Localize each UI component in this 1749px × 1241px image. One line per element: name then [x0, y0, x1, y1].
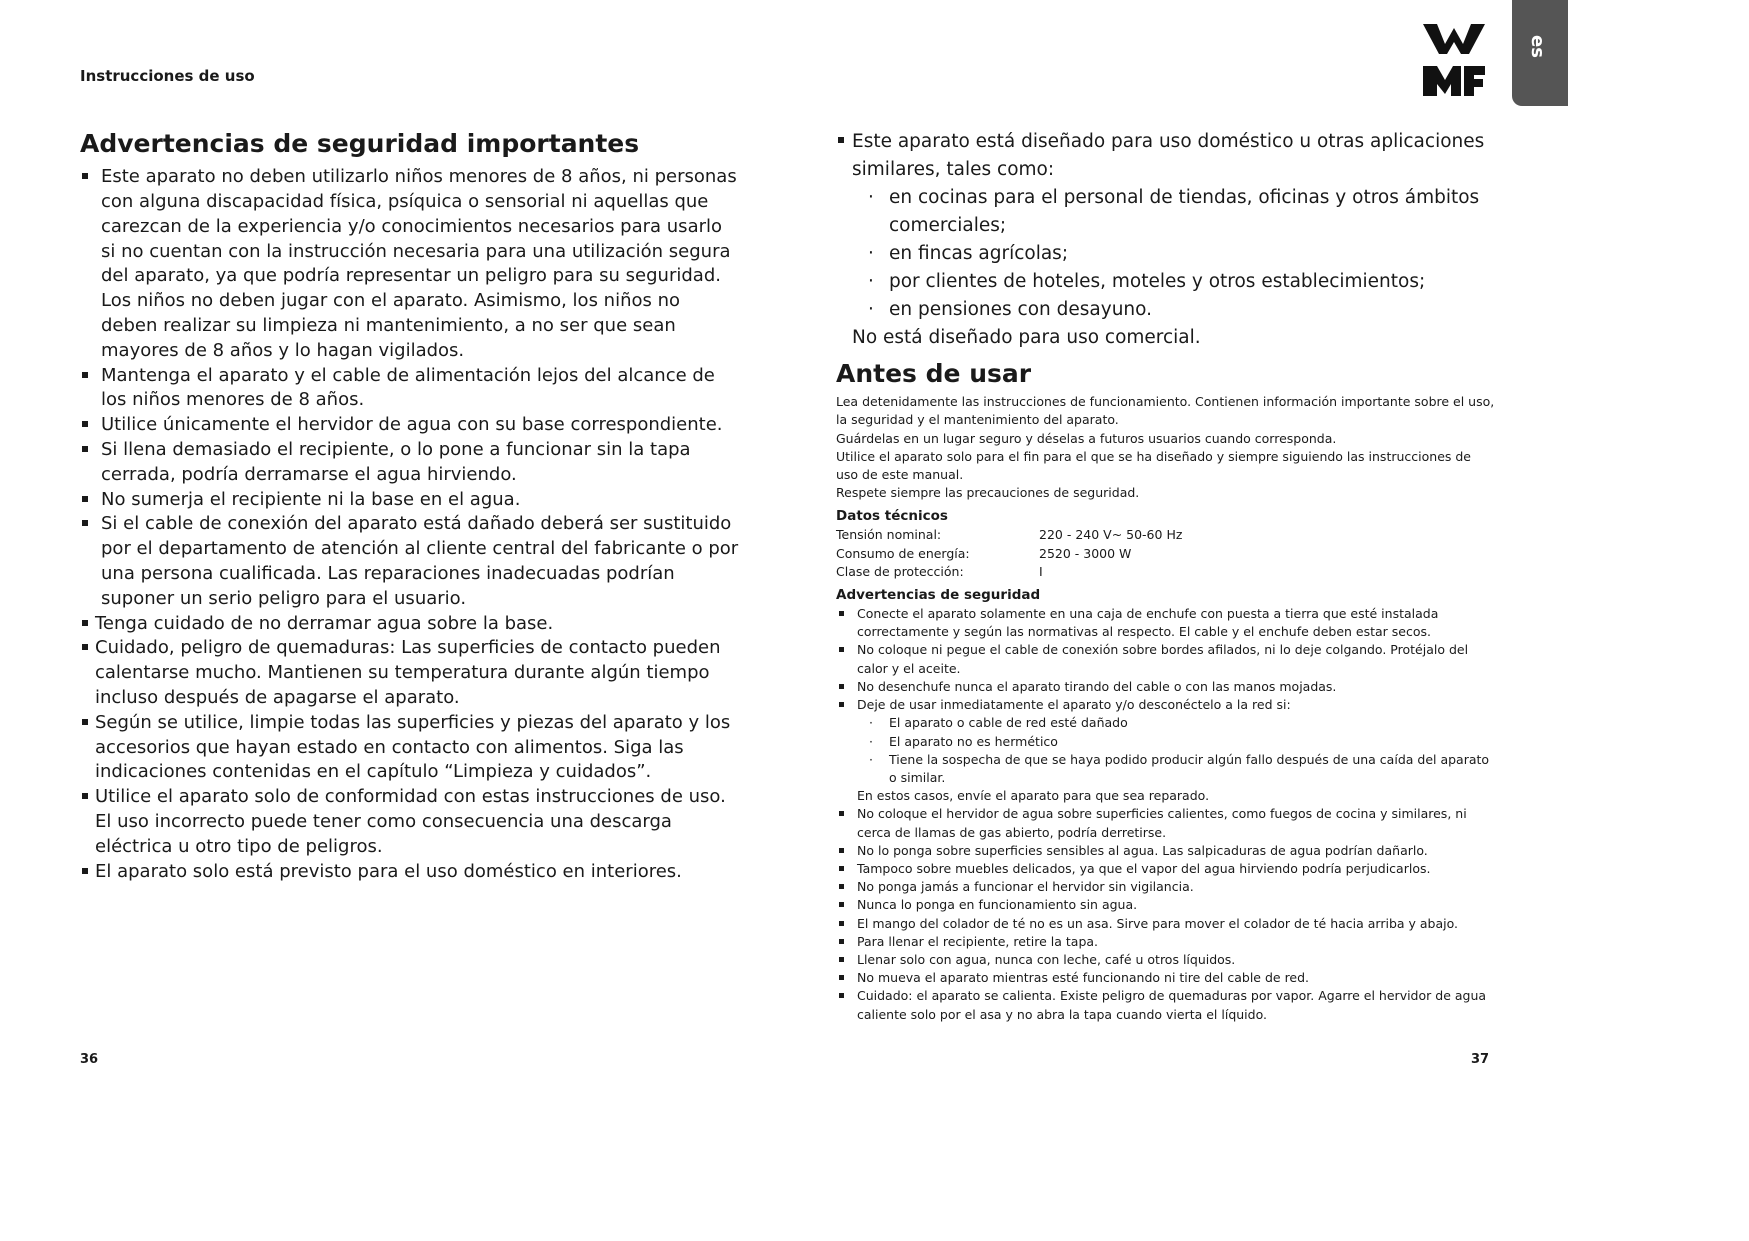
safety-item: Cuidado, peligro de quemaduras: Las superficies de contacto pueden calentarse mucho. Mantienen su temperatura durante algún tiempo incluso después de apagarse el aparato.	[80, 636, 740, 710]
warning-item	[836, 696, 1496, 805]
warnings-list	[836, 605, 1496, 1024]
safety-item: Utilice únicamente el hervidor de agua con su base correspondiente.	[80, 413, 740, 438]
tech-value: I	[1039, 563, 1043, 579]
header-label: Instrucciones de uso	[80, 67, 255, 85]
warning-item: Nunca lo ponga en funcionamiento sin agua.	[836, 896, 1496, 914]
safety-item: El aparato solo está previsto para el uso doméstico en interiores.	[80, 860, 740, 885]
intended-use-subitem: · por clientes de hoteles, moteles y otros establecimientos;	[852, 268, 1496, 296]
safety-item: Según se utilice, limpie todas las superficies y piezas del aparato y los accesorios que hayan estado en contacto con alimentos. Siga las indicaciones contenidas en el capítulo “Limpieza y cuidados”.	[80, 711, 740, 785]
tech-row	[836, 545, 1496, 563]
intended-use-list	[836, 128, 1496, 352]
warning-item-text: Deje de usar inmediatamente el aparato y/o desconéctelo a la red si:	[857, 697, 1291, 713]
intended-use-text: Este aparato está diseñado para uso doméstico u otras aplicaciones similares, tales como:	[852, 131, 1485, 180]
intended-use-subitem: · en pensiones con desayuno.	[852, 296, 1496, 324]
tech-label: Clase de protección:	[836, 563, 964, 579]
tech-label: Consumo de energía:	[836, 545, 970, 561]
warning-item: Para llenar el recipiente, retire la tapa.	[836, 933, 1496, 951]
page-number-left: 36	[80, 1052, 99, 1067]
warning-item: Cuidado: el aparato se calienta. Existe peligro de quemaduras por vapor. Agarre el hervidor de agua caliente solo por el asa y no abra la tapa cuando vierta el líquido.	[836, 987, 1496, 1023]
disconnect-note: En estos casos, envíe el aparato para que sea reparado.	[857, 788, 1210, 804]
intended-use-subitem: · en cocinas para el personal de tiendas, oficinas y otros ámbitos comerciales;	[852, 184, 1496, 240]
tech-row	[836, 563, 1496, 581]
warning-item: Conecte el aparato solamente en una caja de enchufe con puesta a tierra que esté instalada correctamente y según las normativas al respecto. El cable y el enchufe deben estar secos.	[836, 605, 1496, 641]
warning-item: Tampoco sobre muebles delicados, ya que el vapor del agua hirviendo podría perjudicarlos.	[836, 860, 1496, 878]
tech-data-heading: Datos técnicos	[836, 508, 948, 525]
warning-item: El mango del colador de té no es un asa. Sirve para mover el colador de té hacia arriba y abajo.	[836, 915, 1496, 933]
safety-item: Tenga cuidado de no derramar agua sobre la base.	[80, 612, 740, 637]
safety-heading: Advertencias de seguridad importantes	[80, 129, 640, 158]
warning-item: Llenar solo con agua, nunca con leche, café u otros líquidos.	[836, 951, 1496, 969]
tech-row	[836, 526, 1496, 544]
language-tab-label: es	[1526, 35, 1548, 58]
before-use-heading: Antes de usar	[836, 359, 1032, 388]
before-use-paragraph: Guárdelas en un lugar seguro y déselas a futuros usuarios cuando corresponda.	[836, 430, 1337, 446]
warnings-heading: Advertencias de seguridad	[836, 587, 1041, 604]
tech-label: Tensión nominal:	[836, 527, 942, 543]
safety-list	[80, 165, 740, 884]
disconnect-subitem: · El aparato no es hermético	[857, 733, 1496, 751]
disconnect-subitem: · El aparato o cable de red esté dañado	[857, 714, 1496, 732]
right-column	[836, 128, 1496, 1024]
tech-value: 220 - 240 V~ 50-60 Hz	[1039, 527, 1183, 543]
before-use-paragraph: Respete siempre las precauciones de seguridad.	[836, 485, 1140, 501]
wmf-logo	[1423, 24, 1485, 100]
page-number-right: 37	[1471, 1052, 1490, 1067]
safety-item: Si llena demasiado el recipiente, o lo pone a funcionar sin la tapa cerrada, podría derramarse el agua hirviendo.	[80, 438, 740, 488]
warning-item: No ponga jamás a funcionar el hervidor sin vigilancia.	[836, 878, 1496, 896]
intended-use-note: No está diseñado para uso comercial.	[852, 327, 1201, 348]
language-tab	[1512, 0, 1568, 106]
disconnect-sublist	[857, 714, 1496, 787]
intended-use-item	[836, 128, 1496, 352]
warning-item: No mueva el aparato mientras esté funcionando ni tire del cable de red.	[836, 969, 1496, 987]
before-use-paragraph: Lea detenidamente las instrucciones de funcionamiento. Contienen información importante sobre el uso, la seguridad y el mantenimiento del aparato.	[836, 394, 1495, 428]
warning-item: No coloque el hervidor de agua sobre superficies calientes, como fuegos de cocina y similares, ni cerca de llamas de gas abierto, podría derretirse.	[836, 805, 1496, 841]
safety-item: Utilice el aparato solo de conformidad con estas instrucciones de uso. El uso incorrecto puede tener como consecuencia una descarga eléctrica u otro tipo de peligros.	[80, 785, 740, 859]
safety-item: Este aparato no deben utilizarlo niños menores de 8 años, ni personas con alguna discapacidad física, psíquica o sensorial ni aquellas que carezcan de la experiencia y/o conocimientos necesarios para usarlo si no cuentan con la instrucción necesaria para una utilización segura del aparato, ya que podría representar un peligro para su seguridad. Los niños no deben jugar con el aparato. Asimismo, los niños no deben realizar su limpieza ni mantenimiento, a no ser que sean mayores de 8 años y lo hagan vigilados.	[80, 165, 740, 363]
disconnect-subitem: · Tiene la sospecha de que se haya podido producir algún fallo después de una caída del aparato o similar.	[857, 751, 1496, 787]
safety-item: Mantenga el aparato y el cable de alimentación lejos del alcance de los niños menores de 8 años.	[80, 364, 740, 414]
warning-item: No lo ponga sobre superficies sensibles al agua. Las salpicaduras de agua podrían dañarlo.	[836, 842, 1496, 860]
safety-item: Si el cable de conexión del aparato está dañado deberá ser sustituido por el departamento de atención al cliente central del fabricante o por una persona cualificada. Las reparaciones inadecuadas podrían suponer un serio peligro para el usuario.	[80, 512, 740, 611]
warning-item: No coloque ni pegue el cable de conexión sobre bordes afilados, ni lo deje colgando. Protéjalo del calor y el aceite.	[836, 641, 1496, 677]
left-column	[80, 128, 740, 884]
before-use-paragraph: Utilice el aparato solo para el fin para el que se ha diseñado y siempre siguiendo las instrucciones de uso de este manual.	[836, 448, 1471, 483]
safety-item: No sumerja el recipiente ni la base en el agua.	[80, 488, 740, 513]
intended-use-subitem: · en fincas agrícolas;	[852, 240, 1496, 268]
tech-value: 2520 - 3000 W	[1039, 545, 1132, 561]
intended-use-sublist	[852, 184, 1496, 324]
warning-item: No desenchufe nunca el aparato tirando del cable o con las manos mojadas.	[836, 678, 1496, 696]
